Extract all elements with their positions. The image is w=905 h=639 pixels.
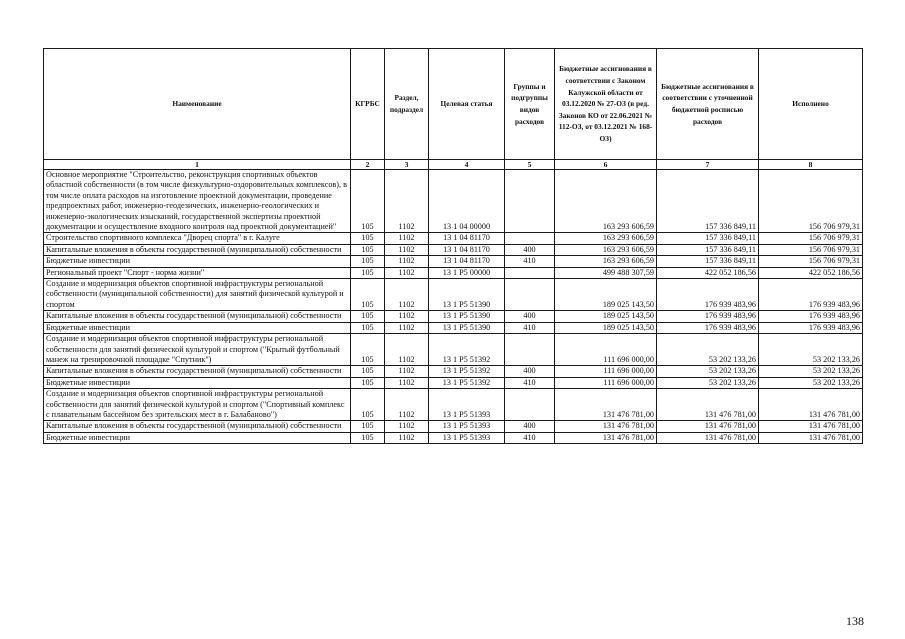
- cell-name: Капитальные вложения в объекты государственной (муниципальной) собственности: [44, 311, 351, 322]
- cell-section: 1102: [385, 366, 429, 377]
- column-number: 8: [759, 160, 863, 170]
- cell-name: Региональный проект "Спорт - норма жизни": [44, 267, 351, 278]
- header-kgrbs: КГРБС: [351, 49, 385, 160]
- cell-kgrbs: 105: [351, 233, 385, 244]
- cell-kgrbs: 105: [351, 389, 385, 421]
- cell-law-allocations: 163 293 606,59: [555, 170, 657, 233]
- cell-expense-group: [505, 170, 555, 233]
- cell-target-article: 13 1 04 00000: [429, 170, 505, 233]
- cell-law-allocations: 189 025 143,50: [555, 311, 657, 322]
- cell-law-allocations: 189 025 143,50: [555, 322, 657, 333]
- cell-kgrbs: 105: [351, 366, 385, 377]
- table-row: [44, 311, 863, 322]
- cell-executed: 176 939 483,96: [759, 322, 863, 333]
- cell-kgrbs: 105: [351, 432, 385, 443]
- header-law-allocations: Бюджетные ассигнования в соответствии с Законом Калужской области от 03.12.2020 № 27-ОЗ (в ред. Законов КО от 22.06.2021 № 112-ОЗ, от 03.12.2021 № 168-ОЗ): [555, 49, 657, 160]
- cell-refined-allocations: 53 202 133,26: [657, 377, 759, 388]
- cell-law-allocations: 163 293 606,59: [555, 256, 657, 267]
- cell-target-article: 13 1 P5 51392: [429, 366, 505, 377]
- cell-target-article: 13 1 04 81170: [429, 233, 505, 244]
- table-row: [44, 421, 863, 432]
- cell-section: 1102: [385, 389, 429, 421]
- cell-expense-group: [505, 389, 555, 421]
- cell-name: Бюджетные инвестиции: [44, 377, 351, 388]
- cell-refined-allocations: 131 476 781,00: [657, 421, 759, 432]
- cell-kgrbs: 105: [351, 311, 385, 322]
- cell-target-article: 13 1 P5 00000: [429, 267, 505, 278]
- cell-refined-allocations: 131 476 781,00: [657, 389, 759, 421]
- cell-executed: 53 202 133,26: [759, 377, 863, 388]
- cell-target-article: 13 1 04 81170: [429, 256, 505, 267]
- cell-target-article: 13 1 P5 51392: [429, 334, 505, 366]
- cell-target-article: 13 1 P5 51390: [429, 311, 505, 322]
- cell-expense-group: 410: [505, 432, 555, 443]
- cell-section: 1102: [385, 432, 429, 443]
- cell-kgrbs: 105: [351, 322, 385, 333]
- cell-executed: 131 476 781,00: [759, 389, 863, 421]
- cell-refined-allocations: 176 939 483,96: [657, 311, 759, 322]
- cell-expense-group: 400: [505, 421, 555, 432]
- cell-name: Создание и модернизация объектов спортивной инфраструктуры региональной собственности для занятий физической культурой и спортом ("Крытый футбольный манеж на тренировочной площадке "Спутник"): [44, 334, 351, 366]
- cell-target-article: 13 1 P5 51392: [429, 377, 505, 388]
- cell-expense-group: 410: [505, 256, 555, 267]
- cell-section: 1102: [385, 421, 429, 432]
- cell-expense-group: 400: [505, 244, 555, 255]
- cell-section: 1102: [385, 244, 429, 255]
- cell-section: 1102: [385, 334, 429, 366]
- cell-section: 1102: [385, 233, 429, 244]
- cell-kgrbs: 105: [351, 170, 385, 233]
- cell-name: Бюджетные инвестиции: [44, 432, 351, 443]
- cell-law-allocations: 499 488 307,59: [555, 267, 657, 278]
- cell-expense-group: 410: [505, 377, 555, 388]
- cell-name: Создание и модернизация объектов спортивной инфраструктуры региональной собственности (муниципальной собственности) для занятий физической культурой и спортом: [44, 279, 351, 311]
- cell-law-allocations: 111 696 000,00: [555, 377, 657, 388]
- table-row: [44, 322, 863, 333]
- cell-kgrbs: 105: [351, 279, 385, 311]
- cell-executed: 156 706 979,31: [759, 233, 863, 244]
- cell-section: 1102: [385, 322, 429, 333]
- header-name: Наименование: [44, 49, 351, 160]
- column-number: 1: [44, 160, 351, 170]
- table-row: [44, 432, 863, 443]
- cell-target-article: 13 1 P5 51393: [429, 421, 505, 432]
- cell-section: 1102: [385, 311, 429, 322]
- cell-target-article: 13 1 P5 51393: [429, 389, 505, 421]
- cell-name: Капитальные вложения в объекты государственной (муниципальной) собственности: [44, 244, 351, 255]
- column-number: 4: [429, 160, 505, 170]
- table-row: [44, 389, 863, 421]
- column-number: 3: [385, 160, 429, 170]
- table-row: [44, 170, 863, 233]
- cell-name: Создание и модернизация объектов спортивной инфраструктуры региональной собственности для занятий физической культурой и спортом ("Спортивный комплекс с плавательным бассейном без зрительских мест в г. Балабаново"): [44, 389, 351, 421]
- cell-executed: 131 476 781,00: [759, 432, 863, 443]
- cell-expense-group: 410: [505, 322, 555, 333]
- column-number: 7: [657, 160, 759, 170]
- cell-executed: 176 939 483,96: [759, 279, 863, 311]
- cell-section: 1102: [385, 170, 429, 233]
- table-row: [44, 233, 863, 244]
- cell-expense-group: [505, 233, 555, 244]
- cell-law-allocations: 111 696 000,00: [555, 366, 657, 377]
- header-target-article: Целевая статья: [429, 49, 505, 160]
- cell-refined-allocations: 53 202 133,26: [657, 334, 759, 366]
- cell-executed: 53 202 133,26: [759, 334, 863, 366]
- cell-kgrbs: 105: [351, 244, 385, 255]
- cell-kgrbs: 105: [351, 421, 385, 432]
- cell-executed: 156 706 979,31: [759, 170, 863, 233]
- cell-target-article: 13 1 04 81170: [429, 244, 505, 255]
- cell-name: Строительство спортивного комплекса "Дворец спорта" в г. Калуге: [44, 233, 351, 244]
- cell-refined-allocations: 422 052 186,56: [657, 267, 759, 278]
- cell-law-allocations: 131 476 781,00: [555, 432, 657, 443]
- table-header-row: [44, 49, 863, 160]
- cell-refined-allocations: 157 336 849,11: [657, 244, 759, 255]
- cell-refined-allocations: 176 939 483,96: [657, 322, 759, 333]
- table-row: [44, 377, 863, 388]
- column-number-row: [44, 160, 863, 170]
- cell-target-article: 13 1 P5 51390: [429, 279, 505, 311]
- cell-executed: 176 939 483,96: [759, 311, 863, 322]
- header-section: Раздел, подраздел: [385, 49, 429, 160]
- cell-target-article: 13 1 P5 51393: [429, 432, 505, 443]
- cell-law-allocations: 131 476 781,00: [555, 389, 657, 421]
- cell-refined-allocations: 53 202 133,26: [657, 366, 759, 377]
- column-number: 6: [555, 160, 657, 170]
- cell-kgrbs: 105: [351, 377, 385, 388]
- cell-name: Основное мероприятие "Строительство, реконструкция спортивных объектов областной собственности (в том числе физкультурно-оздоровительных комплексов), в том числе оплата расходов на изготовление проектной документации, проведение предпроектных работ, инженерно-геодезических, инженерно-геологических и инженерно-экологических изысканий, государственной экспертизы проектной документации и осуществление входного контроля над проектной документацией": [44, 170, 351, 233]
- page-number: 138: [846, 614, 864, 628]
- table-row: [44, 244, 863, 255]
- cell-refined-allocations: 157 336 849,11: [657, 233, 759, 244]
- table-row: [44, 256, 863, 267]
- cell-executed: 422 052 186,56: [759, 267, 863, 278]
- cell-section: 1102: [385, 256, 429, 267]
- cell-section: 1102: [385, 267, 429, 278]
- cell-executed: 156 706 979,31: [759, 256, 863, 267]
- budget-table: [43, 48, 863, 444]
- cell-executed: 156 706 979,31: [759, 244, 863, 255]
- cell-target-article: 13 1 P5 51390: [429, 322, 505, 333]
- cell-expense-group: 400: [505, 366, 555, 377]
- cell-law-allocations: 163 293 606,59: [555, 233, 657, 244]
- cell-section: 1102: [385, 279, 429, 311]
- cell-refined-allocations: 131 476 781,00: [657, 432, 759, 443]
- column-number: 2: [351, 160, 385, 170]
- table-row: [44, 279, 863, 311]
- cell-executed: 131 476 781,00: [759, 421, 863, 432]
- table-row: [44, 366, 863, 377]
- table-row: [44, 334, 863, 366]
- table-body: [44, 170, 863, 444]
- cell-refined-allocations: 157 336 849,11: [657, 170, 759, 233]
- cell-law-allocations: 111 696 000,00: [555, 334, 657, 366]
- cell-name: Бюджетные инвестиции: [44, 322, 351, 333]
- cell-name: Бюджетные инвестиции: [44, 256, 351, 267]
- header-refined-allocations: Бюджетные ассигнования в соответствии с уточненной бюджетной росписью расходов: [657, 49, 759, 160]
- header-executed: Исполнено: [759, 49, 863, 160]
- cell-kgrbs: 105: [351, 256, 385, 267]
- cell-law-allocations: 163 293 606,59: [555, 244, 657, 255]
- cell-name: Капитальные вложения в объекты государственной (муниципальной) собственности: [44, 366, 351, 377]
- cell-refined-allocations: 176 939 483,96: [657, 279, 759, 311]
- cell-law-allocations: 131 476 781,00: [555, 421, 657, 432]
- cell-executed: 53 202 133,26: [759, 366, 863, 377]
- cell-kgrbs: 105: [351, 267, 385, 278]
- table-row: [44, 267, 863, 278]
- cell-name: Капитальные вложения в объекты государственной (муниципальной) собственности: [44, 421, 351, 432]
- cell-kgrbs: 105: [351, 334, 385, 366]
- cell-expense-group: 400: [505, 311, 555, 322]
- column-number: 5: [505, 160, 555, 170]
- cell-refined-allocations: 157 336 849,11: [657, 256, 759, 267]
- cell-law-allocations: 189 025 143,50: [555, 279, 657, 311]
- cell-expense-group: [505, 267, 555, 278]
- cell-expense-group: [505, 279, 555, 311]
- budget-table-container: [43, 48, 862, 444]
- cell-expense-group: [505, 334, 555, 366]
- cell-section: 1102: [385, 377, 429, 388]
- header-expense-group: Группы и подгруппы видов расходов: [505, 49, 555, 160]
